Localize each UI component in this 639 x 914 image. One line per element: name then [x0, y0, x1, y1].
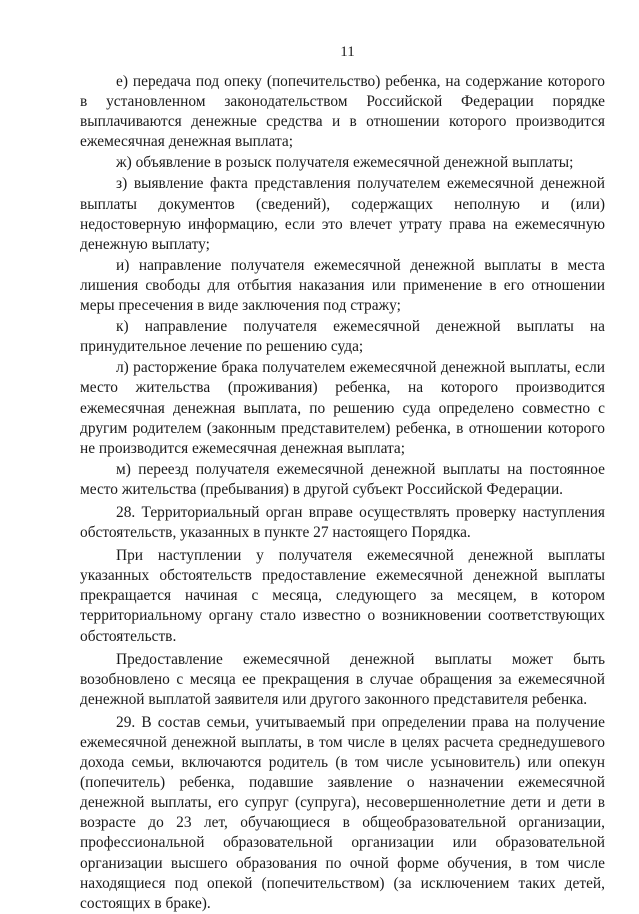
paragraph-item-m: м) переезд получателя ежемесячной денежной выплаты на постоянное место жительства (пребывания) в другой субъект Российской Федерации. [80, 460, 605, 498]
paragraph-item-i: и) направление получателя ежемесячной денежной выплаты в места лишения свободы для отбытия наказания или применение в его отношении меры пресечения в виде заключения под стражу; [80, 256, 605, 315]
paragraph-28: 28. Территориальный орган вправе осуществлять проверку наступления обстоятельств, указанных в пункте 27 настоящего Порядка. [80, 503, 605, 542]
paragraph-28-resumption: Предоставление ежемесячной денежной выплаты может быть возобновлено с месяца ее прекращения в случае обращения за ежемесячной денежной выплатой заявителя или другого законного представителя ребенка. [80, 650, 605, 708]
paragraph-item-z: з) выявление факта представления получателем ежемесячной денежной выплаты документов (сведений), содержащих неполную и (или) недостоверную информацию, если это влечет утрату права на ежемесячную денежную выплату; [80, 175, 605, 253]
paragraph-item-k: к) направление получателя ежемесячной денежной выплаты на принудительное лечение по решению суда; [80, 318, 605, 356]
page-number: 11 [340, 44, 355, 60]
paragraph-item-zh: ж) объявление в розыск получателя ежемесячной денежной выплаты; [116, 154, 574, 172]
paragraph-29: 29. В состав семьи, учитываемый при определении права на получение ежемесячной денежной выплаты, в том числе в целях расчета среднедушевого дохода семьи, включаются родитель (в том числе усыновитель) или опекун (попечитель) ребенка, подавшие заявление о назначении ежемесячной денежной выплаты, его супруг (супруга), несовершеннолетние дети и дети в возрасте до 23 лет, обучающиеся в общеобразовательной организации, профессиональной образовательной организации или образовательной организации высшего образования по очной форме обучения, в том числе находящиеся под опекой (попечительством) (за исключением таких детей, состоящих в браке). [80, 713, 605, 912]
paragraph-28-termination: При наступлении у получателя ежемесячной денежной выплаты указанных обстоятельств предоставление ежемесячной денежной выплаты прекращается начиная с месяца, следующего за месяцем, в котором территориальному органу стало известно о возникновении соответствующих обстоятельств. [80, 547, 605, 645]
paragraph-item-e: е) передача под опеку (попечительство) ребенка, на содержание которого в установленном законодательством Российской Федерации порядке выплачиваются денежные средства и в отношении которого производится ежемесячная денежная выплата; [80, 73, 605, 151]
paragraph-item-l: л) расторжение брака получателем ежемесячной денежной выплаты, если место жительства (проживания) ребенка, на которого производится ежемесячная денежная выплата, по решению суда определено совместно с другим родителем (законным представителем) ребенка, в отношении которого не производится ежемесячная денежная выплата; [80, 359, 605, 457]
